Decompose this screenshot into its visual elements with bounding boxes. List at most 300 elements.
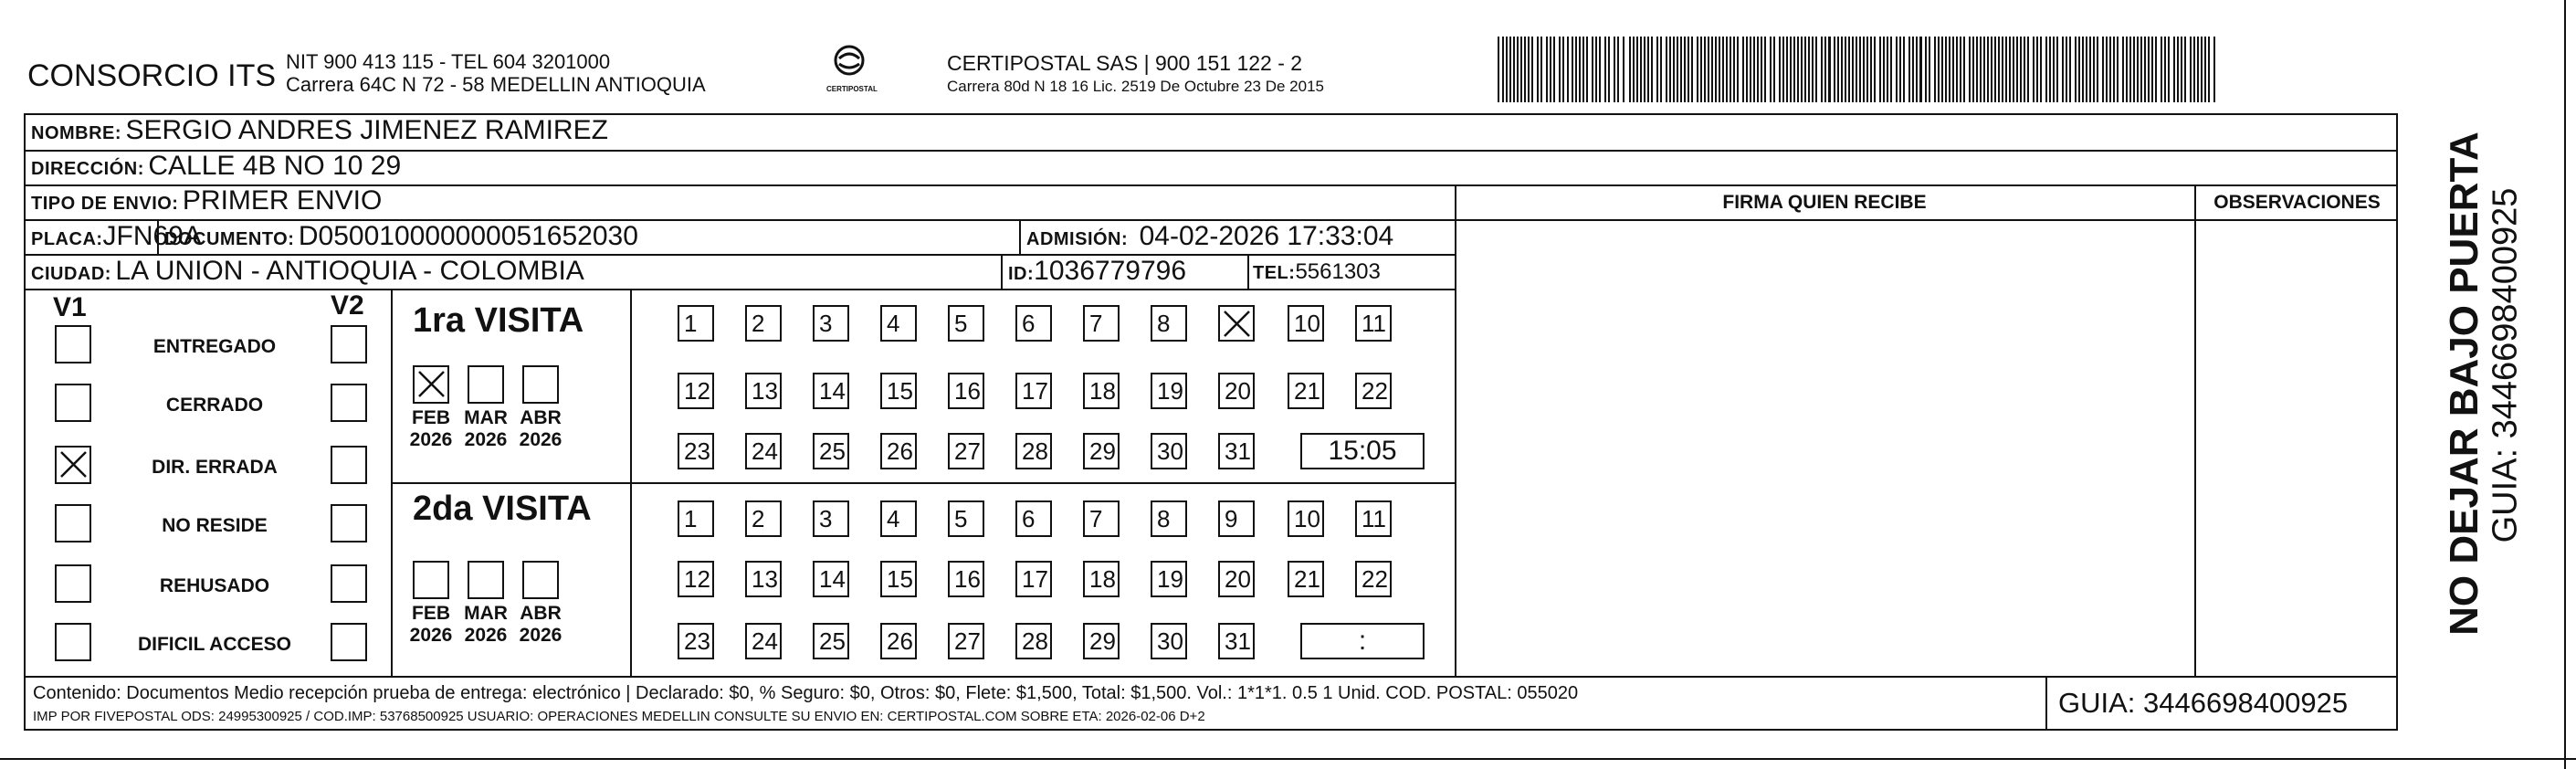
barcode-bar [1537,37,1539,102]
day-box[interactable] [678,305,714,342]
day-number: 16 [954,565,981,593]
barcode-bar [1722,37,1724,102]
barcode-bar [2093,37,2095,102]
barcode-bar [2053,37,2055,102]
barcode-bar [2020,37,2022,102]
day-number: 1 [684,505,698,532]
company-nit-tel: NIT 900 413 115 - TEL 604 3201000 [286,50,611,73]
day-box[interactable] [1151,433,1187,469]
barcode-bar [1669,37,1671,102]
v1-checkbox[interactable] [55,564,91,603]
barcode-bar [1553,37,1555,102]
v1-checkbox[interactable] [55,325,91,363]
barcode-bar [1815,37,1817,102]
status-option-label: NO RESIDE [162,515,268,536]
barcode-bar [1945,37,1947,102]
barcode-bar [2129,37,2131,102]
direccion-label: DIRECCIÓN: [31,159,144,179]
barcode-bar [2181,37,2182,102]
day-box[interactable] [948,561,984,597]
day-box[interactable] [880,373,917,409]
barcode-bar [1582,37,1584,102]
v2-checkbox[interactable] [331,564,367,603]
barcode-bar [1617,37,1619,102]
day-number: 10 [1294,310,1320,337]
barcode-bar [1908,37,1910,102]
barcode-bar [1859,37,1861,102]
day-box[interactable] [948,433,984,469]
barcode-bar [1845,37,1846,102]
barcode-bar [1976,37,1978,102]
day-box[interactable] [678,373,714,409]
company-address: Carrera 64C N 72 - 58 MEDELLIN ANTIOQUIA [286,73,706,96]
day-number: 17 [1022,565,1048,593]
day-box[interactable] [1151,305,1187,342]
barcode-bar [2102,37,2104,102]
ciudad-cell [31,256,584,287]
barcode-bar [1972,37,1974,102]
barcode-bar [1761,37,1762,102]
day-box[interactable] [678,561,714,597]
month-year: 2026 [519,625,563,646]
month-label [509,407,573,451]
barcode-bar [1595,37,1597,102]
barcode-bar [1656,37,1658,102]
day-number: 30 [1157,437,1183,465]
barcode-bar [2013,37,2014,102]
barcode-bar [1629,37,1631,102]
barcode-bar [1757,37,1759,102]
barcode-bar [1938,37,1940,102]
company-name: CONSORCIO ITS [27,58,277,93]
barcode-bar [2144,37,2146,102]
v1-checkbox[interactable] [55,623,91,661]
day-box[interactable] [1015,500,1052,537]
barcode-bar [1651,37,1653,102]
day-number: 2 [752,505,765,532]
barcode-bar [1916,37,1918,102]
barcode-bar [1599,37,1601,102]
day-box[interactable] [1083,433,1120,469]
barcode-bar [1804,37,1806,102]
day-number: 23 [684,437,710,465]
barcode-bar [1680,37,1682,102]
barcode-bar [2078,37,2080,102]
day-box[interactable] [1015,623,1052,659]
barcode-bar [1640,37,1642,102]
v2-checkbox[interactable] [331,446,367,484]
day-number: 25 [819,437,846,465]
barcode-bar [2086,37,2087,102]
barcode-bar [1517,37,1519,102]
month-label [509,603,573,647]
day-box[interactable] [1355,561,1392,597]
time-box[interactable] [1300,433,1425,469]
day-number: 21 [1294,377,1320,405]
day-box[interactable] [1083,561,1120,597]
barcode-bar [1647,37,1649,102]
month-year: 2026 [409,429,453,450]
day-box[interactable] [1015,433,1052,469]
ciudad-label: CIUDAD: [31,264,111,284]
day-number: 25 [819,627,846,655]
barcode-bar [1980,37,1982,102]
day-number: 12 [684,565,710,593]
day-number: 7 [1089,505,1103,532]
barcode-bar [1887,37,1888,102]
time-box[interactable] [1300,623,1425,659]
barcode-bar [1546,37,1548,102]
month-checkbox[interactable] [522,365,559,404]
barcode-bar [1969,37,1971,102]
day-number: 8 [1157,505,1171,532]
day-number: 31 [1225,627,1251,655]
day-box[interactable] [813,433,849,469]
barcode-bar [2161,37,2162,102]
day-number: 23 [684,627,710,655]
v1-checkbox[interactable] [55,384,91,422]
day-number: 19 [1157,377,1183,405]
day-box[interactable] [745,433,782,469]
barcode-bar [1614,37,1615,102]
month-checkbox[interactable] [522,561,559,599]
day-box[interactable] [1355,373,1392,409]
barcode-bar [2164,37,2166,102]
day-box[interactable] [1218,500,1255,537]
barcode-bar [1828,37,1831,102]
barcode-bar [2113,37,2115,102]
barcode-bar [1779,37,1781,102]
day-box[interactable] [1218,561,1255,597]
barcode-bar [1790,37,1792,102]
tipo-label: TIPO DE ENVIO: [31,194,179,214]
barcode-bar [1684,37,1686,102]
day-number: 29 [1089,627,1116,655]
barcode-bar [2027,37,2029,102]
day-box[interactable] [1083,500,1120,537]
day-box[interactable] [1288,305,1324,342]
time-value: 15:05 [1328,436,1397,466]
barcode-bar [1812,37,1814,102]
barcode-bar [1899,37,1901,102]
day-box[interactable] [1218,433,1255,469]
day-box[interactable] [1288,561,1324,597]
barcode-bar [1604,37,1606,102]
barcode-bar [1863,37,1865,102]
barcode-bar [1934,37,1936,102]
day-box[interactable] [1015,373,1052,409]
barcode-bar [1963,37,1965,102]
barcode-bar [1567,37,1569,102]
day-box[interactable] [678,623,714,659]
barcode-bar [1592,37,1593,102]
barcode-bar [2056,37,2058,102]
barcode-bar [1764,37,1766,102]
day-number: 24 [752,627,778,655]
barcode-bar [1841,37,1843,102]
v2-checkbox[interactable] [331,325,367,363]
day-box[interactable] [880,433,917,469]
direccion-row [31,151,401,182]
day-number: 15 [887,377,913,405]
barcode-bar [1502,37,1504,102]
tipo-row [31,185,382,216]
day-box[interactable] [745,373,782,409]
barcode-bar [2151,37,2153,102]
placa-label: PLACA: [31,229,103,249]
day-number: 5 [954,310,968,337]
barcode-bar [1688,37,1689,102]
ciudad-value: LA UNION - ANTIOQUIA - COLOMBIA [115,256,584,286]
barcode-bar [1952,37,1954,102]
barcode-bar [2089,37,2091,102]
day-box[interactable] [813,623,849,659]
day-number: 10 [1294,505,1320,532]
barcode-bar [2204,37,2206,102]
barcode-bar [2075,37,2077,102]
barcode-bar [2036,37,2038,102]
day-box[interactable] [880,561,917,597]
day-number: 11 [1362,505,1386,532]
barcode-bar [1711,37,1713,102]
day-number: 30 [1157,627,1183,655]
month-checkbox[interactable] [413,365,449,404]
barcode-bar [1912,37,1914,102]
barcode-bar [2126,37,2128,102]
day-box[interactable] [1151,561,1187,597]
day-number: 4 [887,505,900,532]
barcode-bar [1960,37,1961,102]
barcode-bar [1866,37,1868,102]
day-box[interactable] [1083,305,1120,342]
barcode-bar [1559,37,1561,102]
tel-cell [1253,259,1381,285]
barcode-bar [1708,37,1709,102]
day-box[interactable] [745,500,782,537]
placa-value: JFN69A [102,221,202,251]
barcode-bar [1919,37,1922,102]
barcode-bar [1498,37,1499,102]
barcode-bar [1575,37,1577,102]
barcode-bar [1956,37,1958,102]
barcode-bar [1524,37,1526,102]
day-box[interactable] [1355,305,1392,342]
barcode-bar [1730,37,1731,102]
day-number: 21 [1294,565,1320,593]
barcode-bar [2009,37,2011,102]
day-number: 26 [887,437,913,465]
time-value: : [1358,626,1367,656]
admision-cell [1026,221,1393,252]
visit2-title: 2da VISITA [413,490,592,528]
barcode-bar [2177,37,2179,102]
tipo-value: PRIMER ENVIO [182,185,383,216]
status-option-label: DIR. ERRADA [152,457,278,478]
day-box[interactable] [1151,623,1187,659]
day-box[interactable] [880,500,917,537]
barcode-bar [1848,37,1850,102]
day-box[interactable] [745,561,782,597]
nombre-label: NOMBRE: [31,123,122,143]
month-checkbox[interactable] [468,561,504,599]
day-number: 8 [1157,310,1171,337]
status-option-label: DIFICIL ACCESO [137,634,291,655]
footer-guia: GUIA: 3446698400925 [2058,687,2349,719]
barcode-bar [1987,37,1989,102]
day-box[interactable] [948,305,984,342]
barcode-bar [2193,37,2195,102]
day-box[interactable] [880,305,917,342]
day-number: 4 [887,310,900,337]
day-box[interactable] [1015,561,1052,597]
month-name: MAR [464,603,508,624]
documento-cell [164,221,638,252]
barcode-bar [2106,37,2108,102]
barcode-bar [2208,37,2210,102]
barcode-bar [1550,37,1551,102]
day-number: 13 [752,377,778,405]
barcode-bar [2213,37,2215,102]
barcode-bar [2148,37,2150,102]
v1-checkbox[interactable] [55,504,91,543]
barcode-bar [1890,37,1892,102]
day-box[interactable] [813,500,849,537]
barcode-bar [1673,37,1675,102]
barcode-bar [2024,37,2025,102]
day-box[interactable] [678,433,714,469]
day-number: 2 [752,310,765,337]
barcode-bar [1509,37,1511,102]
day-box[interactable] [1015,305,1052,342]
v2-checkbox[interactable] [331,623,367,661]
month-year: 2026 [464,625,508,646]
barcode-bar [2097,37,2098,102]
barcode-bar [2033,37,2035,102]
day-box[interactable] [1218,305,1255,342]
day-box[interactable] [813,373,849,409]
day-box[interactable] [1355,500,1392,537]
footer-imp: IMP POR FIVEPOSTAL ODS: 24995300925 / COD.IMP: 53768500925 USUARIO: OPERACIONES MEDELLIN CONSULTE SU ENVIO EN: CERTIPOSTAL.COM SOBRE ETA: 2026-02-06 D+2 [33,709,1205,724]
barcode-bar [1579,37,1581,102]
barcode-bar [2117,37,2119,102]
day-box[interactable] [1083,623,1120,659]
day-number: 14 [819,565,846,593]
day-box[interactable] [880,623,917,659]
barcode-bar [1700,37,1702,102]
day-box[interactable] [1218,623,1255,659]
day-number: 28 [1022,627,1048,655]
barcode-bar [1801,37,1803,102]
day-number: 16 [954,377,981,405]
day-number: 13 [752,565,778,593]
barcode-bar [2122,37,2124,102]
barcode-bar [1733,37,1735,102]
barcode-bar [2173,37,2175,102]
day-box[interactable] [745,305,782,342]
v1-checkbox[interactable] [55,446,91,484]
footer-contenido: Contenido: Documentos Medio recepción prueba de entrega: electrónico | Declarado: $0, % Seguro: $0, Otros: $0, Flete: $1,500, Total: $1,500. Vol.: 1*1*1. 0.5 1 Unid. COD. POSTAL: 055020 [33,683,1579,703]
day-box[interactable] [948,373,984,409]
barcode-bar [2016,37,2018,102]
barcode-bar [1644,37,1645,102]
day-box[interactable] [1288,373,1324,409]
barcode-bar [1704,37,1706,102]
v2-checkbox[interactable] [331,504,367,543]
barcode-bar [2066,37,2067,102]
barcode-bar [2040,37,2042,102]
admision-label: ADMISIÓN: [1026,229,1129,249]
barcode-bar [1983,37,1985,102]
id-cell [1008,256,1186,287]
day-box[interactable] [948,623,984,659]
barcode-bar [2082,37,2084,102]
day-box[interactable] [813,305,849,342]
barcode-bar [1719,37,1720,102]
month-checkbox[interactable] [468,365,504,404]
day-number: 18 [1089,565,1116,593]
barcode-bar [1991,37,1992,102]
barcode-bar [1753,37,1755,102]
barcode-bar [1998,37,2000,102]
barcode-bar [1742,37,1744,102]
day-number: 20 [1225,565,1251,593]
barcode-bar [1879,37,1881,102]
day-number: 22 [1362,377,1388,405]
month-checkbox[interactable] [413,561,449,599]
day-box[interactable] [1151,500,1187,537]
certipostal-logo [826,42,878,106]
v1-label: V1 [53,292,87,322]
day-box[interactable] [1288,500,1324,537]
barcode-bar [1824,37,1826,102]
v2-checkbox[interactable] [331,384,367,422]
barcode-bar [1896,37,1898,102]
barcode-bar [1623,37,1624,102]
tel-label: TEL: [1253,263,1296,283]
barcode-bar [1677,37,1678,102]
day-box[interactable] [1151,373,1187,409]
barcode-bar [2002,37,2003,102]
day-number: 31 [1225,437,1251,465]
barcode-bar [1531,37,1533,102]
barcode-bar [1540,37,1542,102]
nombre-value: SERGIO ANDRES JIMENEZ RAMIREZ [125,115,608,145]
barcode-bar [1506,37,1508,102]
day-box[interactable] [1083,373,1120,409]
day-number: 11 [1362,310,1386,337]
day-box[interactable] [678,500,714,537]
day-number: 6 [1022,310,1036,337]
side-guia: GUIA: 3446698400925 [2486,187,2525,543]
barcode-bar [1770,37,1772,102]
barcode-bar [1821,37,1823,102]
month-name: FEB [412,407,450,428]
month-year: 2026 [519,429,563,450]
day-box[interactable] [813,561,849,597]
day-box[interactable] [1218,373,1255,409]
barcode-bar [1870,37,1872,102]
day-box[interactable] [745,623,782,659]
month-name: FEB [412,603,450,624]
day-number: 18 [1089,377,1116,405]
barcode-bar [1513,37,1515,102]
day-number: 3 [819,505,833,532]
day-box[interactable] [948,500,984,537]
barcode-bar [2049,37,2051,102]
barcode-bar [1520,37,1522,102]
day-number: 7 [1089,310,1103,337]
barcode-bar [2005,37,2007,102]
